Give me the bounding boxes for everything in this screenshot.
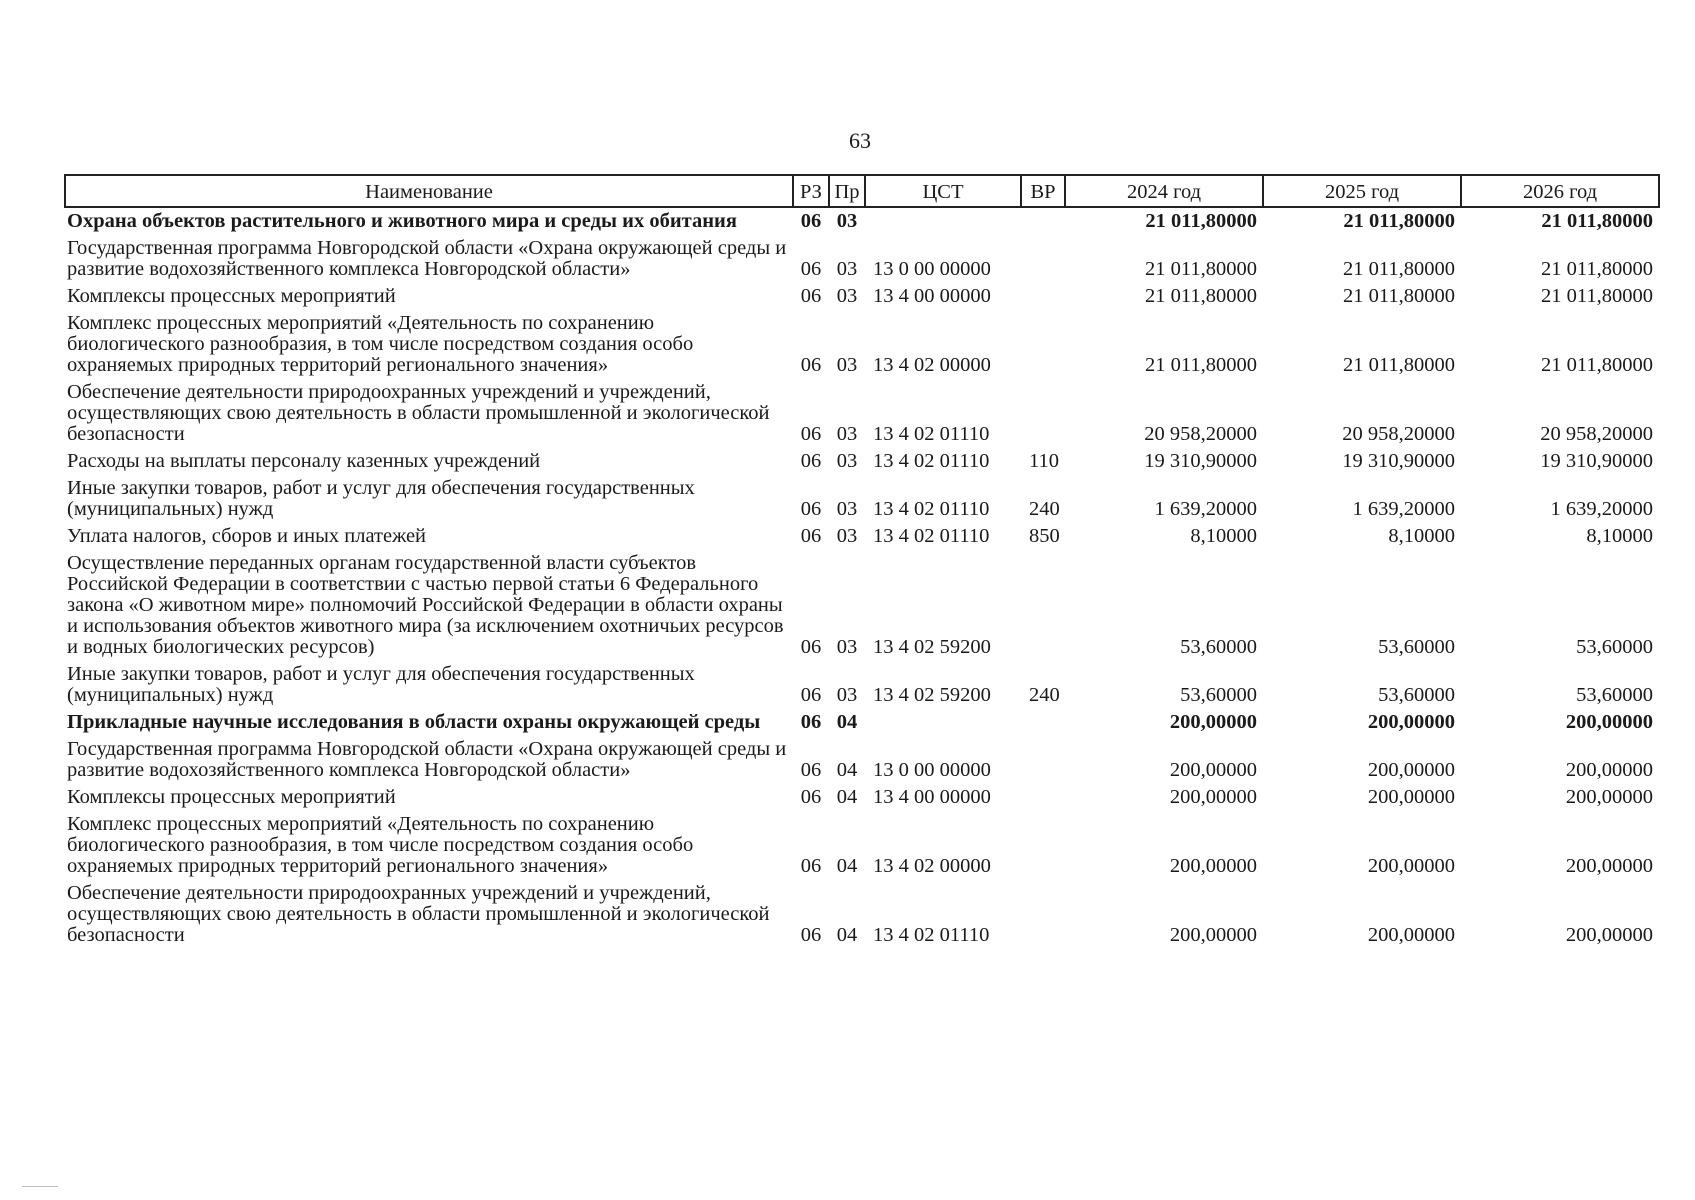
cell-cst: [865, 207, 1021, 235]
cell-2025: 53,60000: [1378, 636, 1455, 658]
cell-rz: 06: [800, 636, 822, 658]
cell-2024: 20 958,20000: [1144, 423, 1257, 445]
header-2024: 2024 год: [1065, 175, 1263, 207]
cell-2026: 200,00000: [1565, 855, 1653, 877]
cell-rz: 06: [800, 786, 822, 808]
cell-2025: 21 011,80000: [1343, 210, 1455, 232]
cell-cst: 13 4 02 59200: [873, 636, 991, 658]
cell-rz: 06: [800, 924, 822, 946]
cell-vr: [1021, 235, 1065, 283]
table-section-row: [65, 207, 1659, 235]
cell-2025: 8,10000: [1388, 525, 1455, 547]
cell-name: Осуществление переданных органам государственной власти субъектов Российской Федерации в соответствии с частью первой статьи 6 Федерального закона «О животном мире» полномочий Российской Федерации в области охраны и использования объектов животного мира (за исключением охотничьих ресурсов и водных биологических ресурсов): [67, 552, 784, 658]
cell-2024: 200,00000: [1169, 711, 1257, 733]
cell-cst: 13 4 02 01110: [873, 525, 990, 547]
cell-rz: 06: [800, 354, 822, 376]
header-pr: Пр: [829, 175, 865, 207]
table-row: [65, 235, 1659, 283]
table-row: [65, 811, 1659, 880]
cell-2024: 21 011,80000: [1145, 258, 1257, 280]
header-vr: ВР: [1021, 175, 1065, 207]
cell-2026: 200,00000: [1565, 759, 1653, 781]
cell-cst: 13 4 02 00000: [873, 354, 991, 376]
cell-2025: 21 011,80000: [1343, 285, 1455, 307]
cell-rz: 06: [800, 423, 822, 445]
cell-pr: 03: [836, 285, 858, 307]
cell-2024: 19 310,90000: [1144, 450, 1257, 472]
cell-2024: 200,00000: [1169, 924, 1257, 946]
cell-2026: 200,00000: [1565, 786, 1653, 808]
cell-2026: 21 011,80000: [1541, 354, 1653, 376]
cell-2026: 21 011,80000: [1541, 210, 1653, 232]
table-row: [65, 283, 1659, 310]
cell-vr: 110: [1029, 450, 1059, 472]
cell-2025: 53,60000: [1378, 684, 1455, 706]
cell-cst: 13 4 00 00000: [873, 786, 991, 808]
cell-vr: [1021, 379, 1065, 448]
cell-name: Комплексы процессных мероприятий: [67, 786, 396, 808]
cell-2026: 53,60000: [1576, 684, 1653, 706]
cell-name: Государственная программа Новгородской области «Охрана окружающей среды и развитие водохозяйственного комплекса Новгородской области»: [67, 738, 787, 781]
cell-pr: 03: [836, 210, 858, 232]
cell-2026: 53,60000: [1576, 636, 1653, 658]
cell-cst: 13 4 00 00000: [873, 285, 991, 307]
cell-cst: 13 4 02 01110: [873, 423, 990, 445]
table-body: [65, 207, 1659, 949]
cell-2025: 20 958,20000: [1342, 423, 1455, 445]
table-row: [65, 661, 1659, 709]
cell-2024: 200,00000: [1169, 759, 1257, 781]
cell-2026: 1 639,20000: [1550, 498, 1653, 520]
cell-cst: 13 4 02 01110: [873, 924, 990, 946]
cell-rz: 06: [800, 210, 822, 232]
cell-name: Иные закупки товаров, работ и услуг для обеспечения государственных (муниципальных) нужд: [67, 477, 695, 520]
table-row: [65, 448, 1659, 475]
cell-vr: 850: [1029, 525, 1060, 547]
cell-2025: 200,00000: [1367, 924, 1455, 946]
cell-vr: 240: [1029, 498, 1060, 520]
cell-pr: 03: [836, 450, 858, 472]
cell-rz: 06: [800, 684, 822, 706]
cell-name: Уплата налогов, сборов и иных платежей: [67, 525, 427, 547]
cell-rz: 06: [800, 525, 822, 547]
cell-pr: 03: [836, 684, 858, 706]
cell-name: Охрана объектов растительного и животного мира и среды их обитания: [67, 210, 737, 232]
cell-vr: [1021, 709, 1065, 736]
cell-2026: 21 011,80000: [1541, 285, 1653, 307]
cell-pr: 04: [836, 855, 858, 877]
cell-pr: 03: [836, 498, 858, 520]
cell-2026: 21 011,80000: [1541, 258, 1653, 280]
table-header-row: [65, 175, 1659, 207]
cell-cst: 13 0 00 00000: [873, 759, 991, 781]
header-2026: 2026 год: [1461, 175, 1659, 207]
scan-artifact: [22, 1186, 58, 1187]
cell-pr: 03: [836, 423, 858, 445]
cell-pr: 04: [836, 786, 858, 808]
cell-vr: [1021, 736, 1065, 784]
cell-name: Комплексы процессных мероприятий: [67, 285, 396, 307]
cell-2024: 21 011,80000: [1145, 285, 1257, 307]
cell-2024: 200,00000: [1169, 855, 1257, 877]
cell-2025: 19 310,90000: [1342, 450, 1455, 472]
cell-vr: [1021, 310, 1065, 379]
cell-vr: [1021, 550, 1065, 661]
cell-name: Государственная программа Новгородской области «Охрана окружающей среды и развитие водохозяйственного комплекса Новгородской области»: [67, 237, 787, 280]
cell-2024: 53,60000: [1180, 636, 1257, 658]
cell-cst: 13 0 00 00000: [873, 258, 991, 280]
cell-pr: 03: [836, 636, 858, 658]
cell-2025: 200,00000: [1367, 786, 1455, 808]
cell-name: Расходы на выплаты персоналу казенных учреждений: [67, 450, 541, 472]
cell-pr: 03: [836, 525, 858, 547]
cell-2026: 200,00000: [1565, 924, 1653, 946]
cell-2025: 21 011,80000: [1343, 354, 1455, 376]
cell-rz: 06: [800, 711, 822, 733]
cell-2026: 20 958,20000: [1540, 423, 1653, 445]
cell-2024: 8,10000: [1190, 525, 1257, 547]
cell-rz: 06: [800, 285, 822, 307]
cell-name: Комплекс процессных мероприятий «Деятельность по сохранению биологического разнообразия, в том числе посредством создания особо охраняемых природных территорий регионального значения»: [67, 813, 694, 877]
header-cst: ЦСТ: [865, 175, 1021, 207]
cell-name: Комплекс процессных мероприятий «Деятельность по сохранению биологического разнообразия, в том числе посредством создания особо охраняемых природных территорий регионального значения»: [67, 312, 694, 376]
table-row: [65, 736, 1659, 784]
cell-rz: 06: [800, 855, 822, 877]
cell-2026: 200,00000: [1565, 711, 1653, 733]
table-row: [65, 784, 1659, 811]
cell-vr: [1021, 784, 1065, 811]
cell-pr: 03: [836, 354, 858, 376]
cell-2025: 200,00000: [1367, 711, 1455, 733]
cell-pr: 03: [836, 258, 858, 280]
cell-vr: [1021, 880, 1065, 949]
header-rz: РЗ: [793, 175, 829, 207]
table-section-row: [65, 709, 1659, 736]
cell-2025: 21 011,80000: [1343, 258, 1455, 280]
cell-pr: 04: [836, 711, 858, 733]
header-name: Наименование: [65, 175, 793, 207]
cell-name: Обеспечение деятельности природоохранных учреждений и учреждений, осуществляющих свою деятельность в области промышленной и экологической безопасности: [67, 882, 770, 946]
table-row: [65, 475, 1659, 523]
table-row: [65, 310, 1659, 379]
cell-vr: [1021, 207, 1065, 235]
cell-vr: [1021, 283, 1065, 310]
cell-vr: 240: [1029, 684, 1060, 706]
cell-name: Иные закупки товаров, работ и услуг для обеспечения государственных (муниципальных) нужд: [67, 663, 695, 706]
cell-2024: 53,60000: [1180, 684, 1257, 706]
cell-2026: 19 310,90000: [1540, 450, 1653, 472]
table-row: [65, 880, 1659, 949]
table-row: [65, 523, 1659, 550]
cell-2024: 21 011,80000: [1145, 210, 1257, 232]
cell-cst: 13 4 02 59200: [873, 684, 991, 706]
cell-cst: 13 4 02 01110: [873, 450, 990, 472]
cell-rz: 06: [800, 258, 822, 280]
cell-pr: 04: [836, 924, 858, 946]
page-number: 63: [849, 128, 871, 153]
table-row: [65, 379, 1659, 448]
cell-name: Прикладные научные исследования в области охраны окружающей среды: [67, 711, 761, 733]
cell-cst: [865, 709, 1021, 736]
cell-rz: 06: [800, 759, 822, 781]
cell-rz: 06: [800, 450, 822, 472]
cell-2025: 200,00000: [1367, 855, 1455, 877]
cell-2025: 1 639,20000: [1352, 498, 1455, 520]
cell-pr: 04: [836, 759, 858, 781]
cell-cst: 13 4 02 00000: [873, 855, 991, 877]
budget-table: [64, 174, 1660, 949]
cell-rz: 06: [800, 498, 822, 520]
cell-2026: 8,10000: [1586, 525, 1653, 547]
cell-vr: [1021, 811, 1065, 880]
header-2025: 2025 год: [1263, 175, 1461, 207]
cell-2024: 1 639,20000: [1154, 498, 1257, 520]
cell-2024: 200,00000: [1169, 786, 1257, 808]
cell-2025: 200,00000: [1367, 759, 1455, 781]
table-row: [65, 550, 1659, 661]
cell-cst: 13 4 02 01110: [873, 498, 990, 520]
cell-2024: 21 011,80000: [1145, 354, 1257, 376]
cell-name: Обеспечение деятельности природоохранных учреждений и учреждений, осуществляющих свою деятельность в области промышленной и экологической безопасности: [67, 381, 770, 445]
